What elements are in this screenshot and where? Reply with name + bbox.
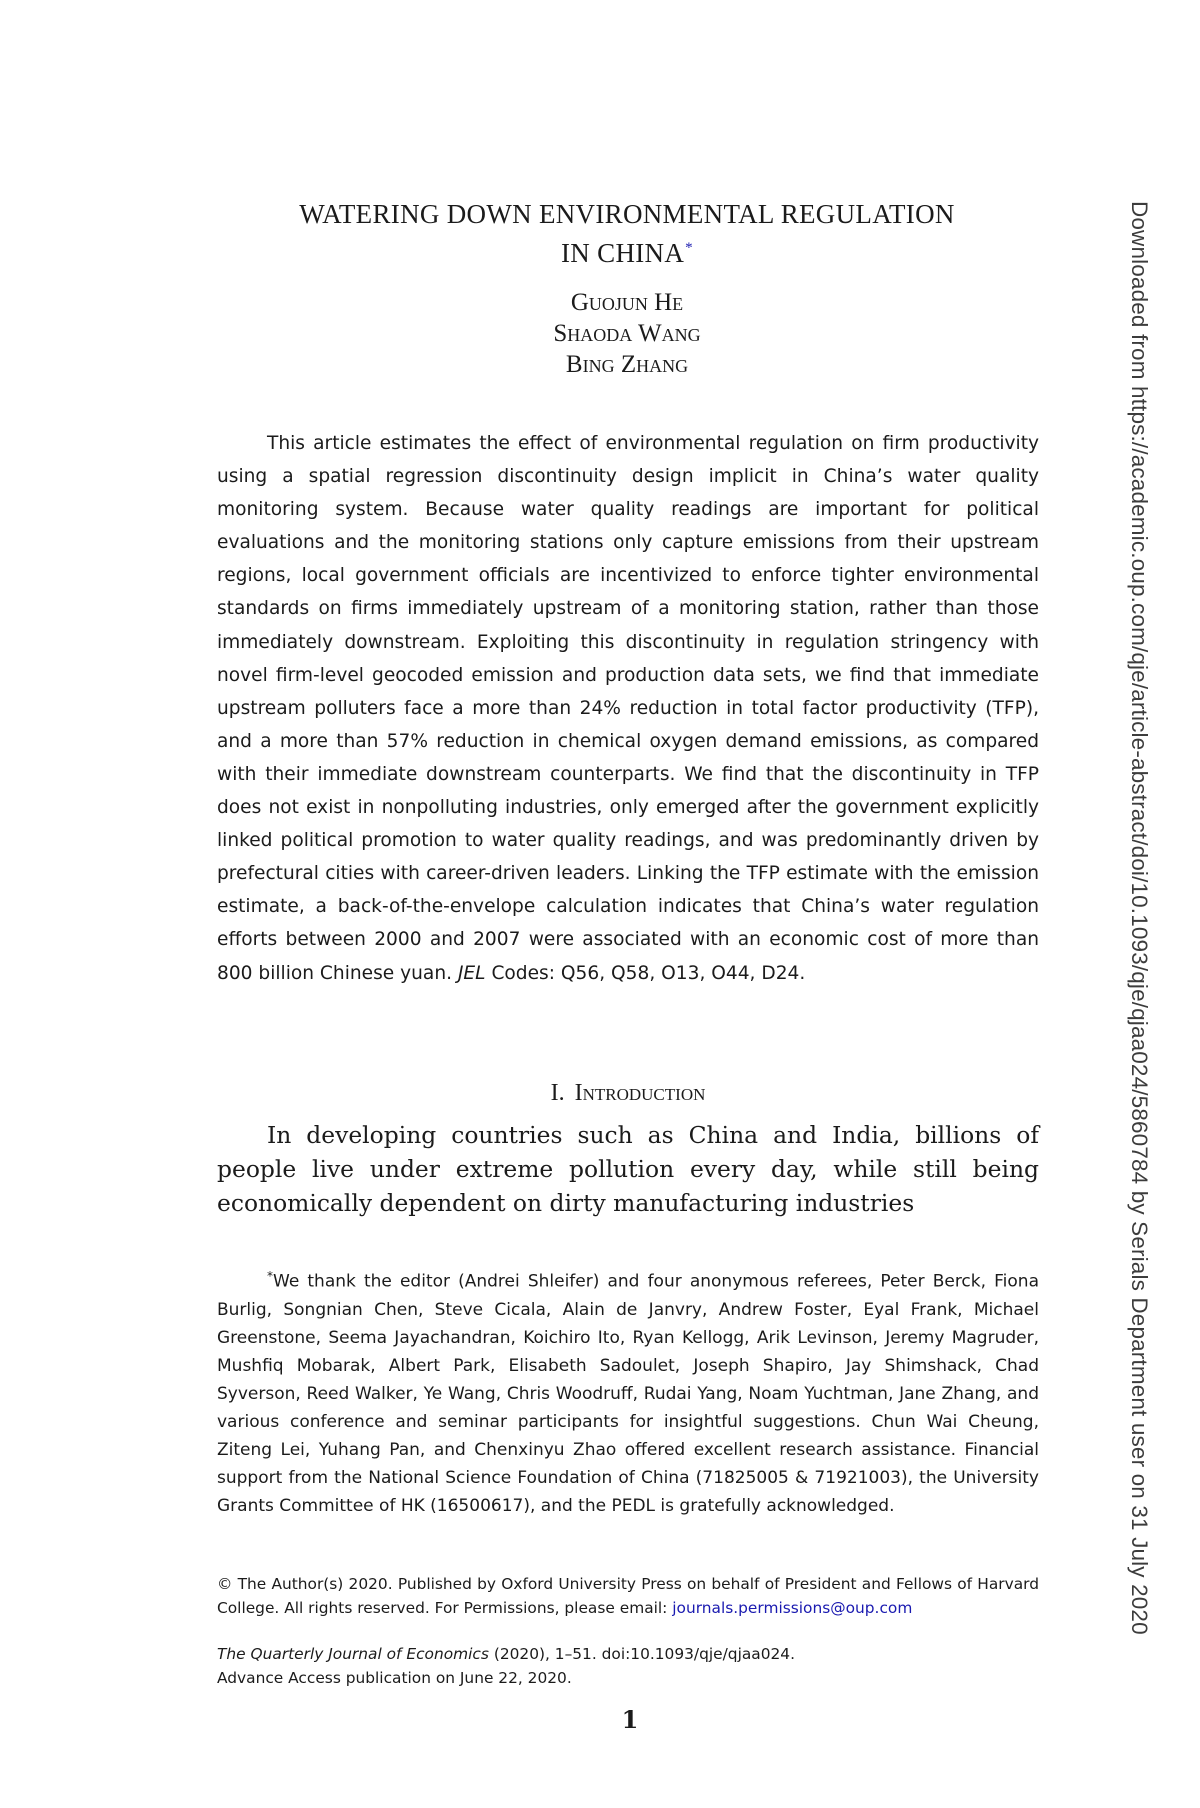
acknowledgment-footnote [217, 1262, 1039, 1521]
section-heading [217, 1078, 1039, 1108]
author-list [217, 287, 1037, 380]
article-title [217, 197, 1037, 270]
page-number: 1 [621, 1705, 639, 1734]
author-name: Shaoda Wang [553, 320, 701, 347]
jel-codes: Codes: Q56, Q58, O13, O44, D24. [491, 962, 806, 984]
section-number: I. [550, 1080, 565, 1106]
advance-access-note: Advance Access publication on June 22, 2020. [217, 1669, 572, 1687]
download-stamp: Downloaded from https://academic.oup.com/qje/article-abstract/doi/10.1093/qje/qjaa024/5860784 by Serials Department user on 31 July 2020 [1127, 201, 1152, 1635]
copyright-text: © The Author(s) 2020. Published by Oxford University Press on behalf of President and Fellows of Harvard College. All rights reserved. For Permissions, please email: [217, 1575, 1039, 1617]
section-title: Introduction [574, 1080, 706, 1106]
author-name: Bing Zhang [565, 351, 689, 378]
abstract [217, 427, 1039, 990]
abstract-body: This article estimates the effect of environmental regulation on firm productivity using a spatial regression discontinuity design implicit in China’s water quality monitoring system. Because water quality readings are important for political evaluations and the monitoring stations only capture emissions from their upstream regions, local government officials are incentivized to enforce tighter environmental standards on firms immediately upstream of a monitoring station, rather than those immediately downstream. Exploiting this discontinuity in regulation stringency with novel firm-level geocoded emission and production data sets, we find that immediate upstream polluters face a more than 24% reduction in total factor productivity (TFP), and a more than 57% reduction in chemical oxygen demand emissions, as compared with their immediate downstream counterparts. We find that the discontinuity in TFP does not exist in nonpolluting industries, only emerged after the government explicitly linked political promotion to water quality readings, and was predominantly driven by prefectural cities with career-driven leaders. Linking the TFP estimate with the emission estimate, a back-of-the-envelope calculation indicates that China’s water regulation efforts between 2000 and 2007 were associated with an economic cost of more than 800 billion Chinese yuan. [217, 433, 1039, 984]
footnote-text: We thank the editor (Andrei Shleifer) and four anonymous referees, Peter Berck, Fiona Burlig, Songnian Chen, Steve Cicala, Alain de Janvry, Andrew Foster, Eyal Frank, Michael Greenstone, Seema Jayachandran, Koichiro Ito, Ryan Kellogg, Arik Levinson, Jeremy Magruder, Mushfiq Mobarak, Albert Park, Elisabeth Sadoulet, Joseph Shapiro, Jay Shimshack, Chad Syverson, Reed Walker, Ye Wang, Chris Woodruff, Rudai Yang, Noam Yuchtman, Jane Zhang, and various conference and seminar participants for insightful suggestions. Chun Wai Cheung, Ziteng Lei, Yuhang Pan, and Chenxinyu Zhao offered excellent research assistance. Financial support from the National Science Foundation of China (71825005 & 71921003), the University Grants Committee of HK (16500617), and the PEDL is gratefully acknowledged. [217, 1271, 1039, 1517]
intro-paragraph: In developing countries such as China and India, billions of people live under extreme pollution every day, while still being economically dependent on dirty manufacturing industries [217, 1121, 1039, 1217]
title-line-1: WATERING DOWN ENVIRONMENTAL REGULATION [299, 199, 955, 229]
journal-name: The Quarterly Journal of Economics [217, 1645, 489, 1663]
journal-citation [217, 1643, 1039, 1667]
permissions-email-link[interactable]: journals.permissions@oup.com [672, 1598, 913, 1617]
jel-label: JEL [457, 962, 486, 984]
citation-details: (2020), 1–51. doi:10.1093/qje/qjaa024. [493, 1645, 795, 1663]
footnote-marker: * [267, 1269, 273, 1283]
author-name: Guojun He [570, 289, 684, 316]
title-line-2 [217, 231, 1037, 270]
copyright-notice [217, 1573, 1039, 1620]
title-footnote-marker[interactable]: * [685, 240, 693, 256]
title-line-2-text: IN CHINA [561, 238, 685, 268]
